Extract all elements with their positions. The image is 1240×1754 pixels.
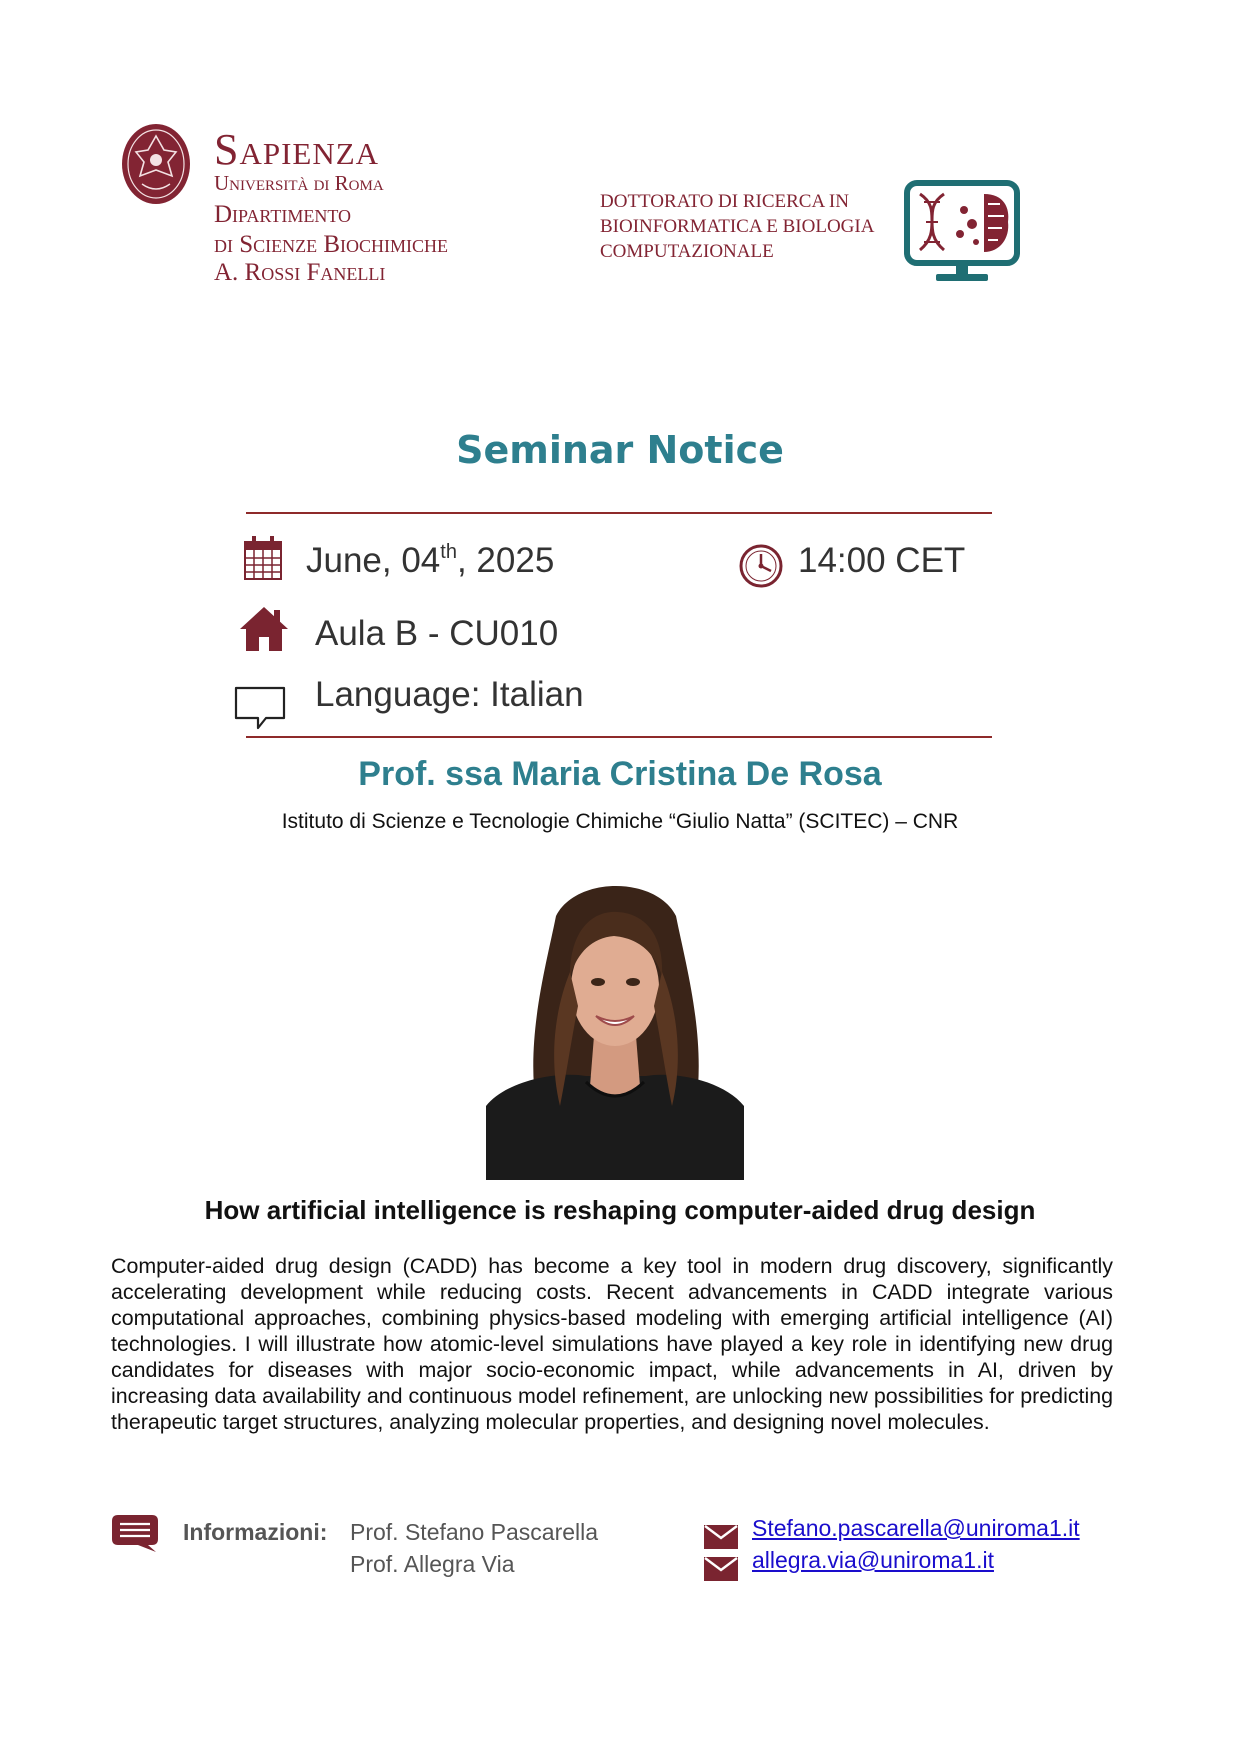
divider-bottom bbox=[246, 736, 992, 738]
event-language: Language: Italian bbox=[315, 675, 584, 714]
house-icon bbox=[238, 605, 290, 653]
speaker-affiliation: Istituto di Scienze e Tecnologie Chimiche “Giulio Natta” (SCITEC) – CNR bbox=[281, 810, 959, 833]
email-link-1[interactable]: Stefano.pascarella@uniroma1.it bbox=[752, 1515, 1080, 1541]
university-city: Università di Roma bbox=[214, 171, 384, 195]
speaker-photo bbox=[486, 876, 744, 1180]
divider-top bbox=[246, 512, 992, 514]
speaker-name: Prof. ssa Maria Cristina De Rosa bbox=[358, 755, 882, 793]
mail-icon bbox=[704, 1557, 738, 1581]
page-title: Seminar Notice bbox=[456, 428, 784, 472]
doctorate-line-2: BIOINFORMATICA E BIOLOGIA bbox=[600, 216, 875, 237]
university-name: Sapienza bbox=[214, 125, 380, 174]
event-time: 14:00 CET bbox=[798, 541, 966, 580]
contacts-label: Informazioni: bbox=[183, 1519, 328, 1545]
department-line-1: Dipartimento bbox=[214, 201, 351, 228]
email-link-2[interactable]: allegra.via@uniroma1.it bbox=[752, 1547, 994, 1573]
mail-icon bbox=[704, 1525, 738, 1549]
doctorate-line-1: DOTTORATO DI RICERCA IN bbox=[600, 191, 849, 212]
sapienza-seal-logo bbox=[120, 122, 192, 206]
department-line-2: di Scienze Biochimiche bbox=[214, 231, 449, 258]
dna-brain-monitor-logo bbox=[904, 180, 1020, 284]
clock-icon bbox=[738, 543, 784, 589]
talk-abstract: Computer-aided drug design (CADD) has become a key tool in modern drug discovery, significantly accelerating development while reducing costs. Recent advancements in CADD integrate various computational approaches, combining physics-based modeling with emerging artificial intelligence (AI) technologies. I will illustrate how atomic-level simulations have played a key role in identifying new drug candidates for diseases with major socio-economic impact, while advancements in AI, driven by increasing data availability and continuous model refinement, are unlocking new possibilities for predicting therapeutic target structures, analyzing molecular properties, and designing novel molecules. bbox=[111, 1254, 1113, 1434]
speech-bubble-icon bbox=[234, 684, 286, 732]
contact-name-2: Prof. Allegra Via bbox=[350, 1551, 515, 1577]
talk-title: How artificial intelligence is reshaping computer-aided drug design bbox=[204, 1195, 1036, 1225]
contact-name-1: Prof. Stefano Pascarella bbox=[350, 1519, 599, 1545]
calendar-icon bbox=[244, 536, 282, 580]
chat-icon bbox=[110, 1513, 160, 1553]
department-line-3: A. Rossi Fanelli bbox=[214, 259, 386, 286]
event-date: June, 04th, 2025 bbox=[306, 541, 555, 580]
doctorate-line-3: COMPUTAZIONALE bbox=[600, 241, 774, 262]
event-location: Aula B - CU010 bbox=[315, 614, 559, 653]
